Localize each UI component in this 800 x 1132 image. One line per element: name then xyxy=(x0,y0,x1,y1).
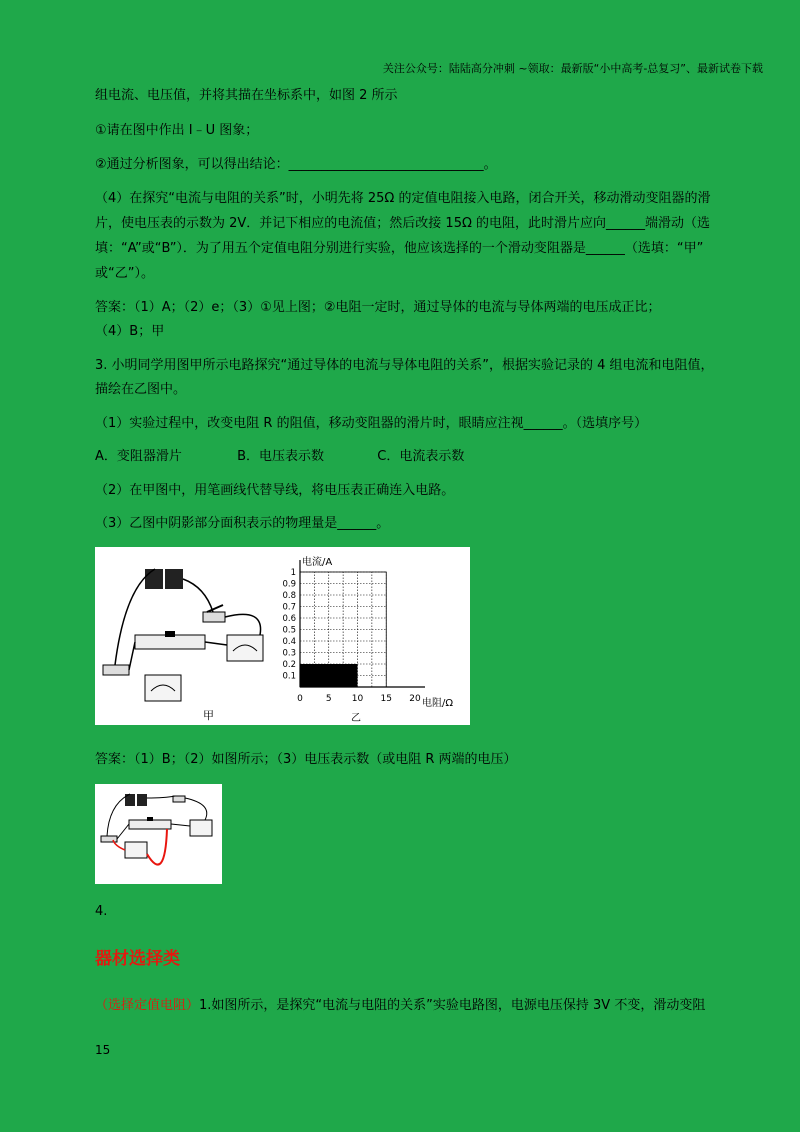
chart-yi xyxy=(270,547,470,725)
answer-line: 答案：（1）A；（2）e；（3）①见上图；②电阻一定时，通过导体的电流与导体两端的电压成正比； xyxy=(95,300,661,315)
voltmeter xyxy=(145,675,181,701)
x-tick-labels xyxy=(297,694,421,704)
y-tick-label: 0.6 xyxy=(282,614,296,624)
battery-cell xyxy=(137,794,147,806)
x-axis-label: 电阻/Ω xyxy=(422,698,454,709)
y-tick-label: 0.1 xyxy=(282,671,296,682)
shaded-area xyxy=(300,664,358,687)
y-tick-label: 0.3 xyxy=(282,648,296,659)
x-tick-label: 15 xyxy=(380,694,392,704)
battery-cell xyxy=(145,569,163,589)
y-tick-labels xyxy=(282,568,296,682)
wire xyxy=(185,798,207,820)
text-line: （4）在探究“电流与电阻的关系”时，小明先将 25Ω 的定值电阻接入电路，闭合开关，移动滑动变阻器的滑 xyxy=(95,191,711,206)
rheostat xyxy=(129,820,171,829)
y-tick-label: 0.4 xyxy=(282,637,296,647)
question-line: （1）实验过程中，改变电阻 R 的阻值，移动变阻器的滑片时，眼睛应注视______。（选填序号） xyxy=(95,416,648,431)
switch xyxy=(173,796,185,802)
question-line: 描绘在乙图中。 xyxy=(95,382,187,397)
x-tick-label: 20 xyxy=(409,694,421,704)
text-line: 或“乙”）。 xyxy=(95,266,154,281)
question-tag: （选择定值电阻） xyxy=(95,998,200,1013)
answer-line: （4）B；甲 xyxy=(95,324,165,339)
x-tick-label: 10 xyxy=(351,694,364,704)
question-line xyxy=(95,997,705,1015)
page-header: 关注公众号：陆陆高分冲刺 ~领取：最新版“小中高考-总复习”、最新试卷下载 xyxy=(382,62,763,75)
answer-line: 答案：（1）B；（2）如图所示；（3）电压表示数（或电阻 R 两端的电压） xyxy=(95,752,517,767)
figure-label-jia: 甲 xyxy=(203,709,214,722)
page-number: 15 xyxy=(95,1043,111,1057)
ammeter xyxy=(227,635,263,661)
options-row xyxy=(95,448,464,466)
wire xyxy=(129,642,135,670)
switch-lever xyxy=(207,605,223,612)
answer-circuit-diagram xyxy=(95,784,222,884)
question-number: 4. xyxy=(95,904,108,919)
figure-answer-circuit xyxy=(95,784,222,884)
section-title: 器材选择类 xyxy=(95,949,180,969)
x-tick-label: 5 xyxy=(325,694,332,704)
switch xyxy=(203,612,225,622)
option-a: A．变阻器滑片 xyxy=(95,449,182,464)
y-tick-label: 0.5 xyxy=(282,625,296,636)
text-line: ②通过分析图象，可以得出结论：______________________________。 xyxy=(95,157,497,172)
answer-wire-red xyxy=(147,829,167,865)
figure-label-yi: 乙 xyxy=(351,713,361,724)
y-tick-label: 0.2 xyxy=(282,660,296,670)
text-line: 组电流、电压值，并将其描在坐标系中，如图 2 所示 xyxy=(95,88,398,103)
x-tick-label: 0 xyxy=(297,694,303,704)
rheostat-slider xyxy=(165,631,175,637)
option-b: B．电压表示数 xyxy=(237,449,325,464)
y-tick-label: 0.9 xyxy=(282,579,296,590)
y-axis-label: 电流/A xyxy=(302,557,333,568)
text-line: 填：“A”或“B”）．为了用五个定值电阻分别进行实验，他应该选择的一个滑动变阻器是______（选填：“甲” xyxy=(95,241,704,256)
voltmeter xyxy=(125,842,147,858)
wire xyxy=(117,824,129,839)
rheostat xyxy=(135,635,205,649)
y-tick-label: 1 xyxy=(290,568,296,578)
y-tick-label: 0.7 xyxy=(282,602,296,613)
wire xyxy=(171,824,190,826)
text-line: ①请在图中作出 I﹣U 图象； xyxy=(95,123,259,138)
question-line: （2）在甲图中，用笔画线代替导线，将电压表正确连入电路。 xyxy=(95,483,455,498)
wire xyxy=(205,642,227,645)
ammeter xyxy=(190,820,212,836)
resistor xyxy=(103,665,129,675)
text-line: 片，使电压表的示数为 2V．并记下相应的电流值；然后改接 15Ω 的电阻，此时滑片应向______端滑动（选 xyxy=(95,216,711,231)
rheostat-slider xyxy=(147,817,153,821)
wire xyxy=(147,796,175,798)
wire xyxy=(183,579,213,612)
question-line: （3）乙图中阴影部分面积表示的物理量是______。 xyxy=(95,516,390,531)
y-tick-label: 0.8 xyxy=(282,591,296,601)
question-line: 3. 小明同学用图甲所示电路探究“通过导体的电流与导体电阻的关系”，根据实验记录的 4 组电流和电阻值， xyxy=(95,358,714,373)
option-c: C．电流表示数 xyxy=(377,449,465,464)
resistor xyxy=(101,836,117,842)
figure-circuit-and-chart xyxy=(95,547,470,725)
battery-cell xyxy=(165,569,183,589)
question-text: 1.如图所示，是探究“电流与电阻的关系”实验电路图，电源电压保持 3V 不变，滑动变阻 xyxy=(199,998,706,1013)
wire xyxy=(225,614,261,635)
